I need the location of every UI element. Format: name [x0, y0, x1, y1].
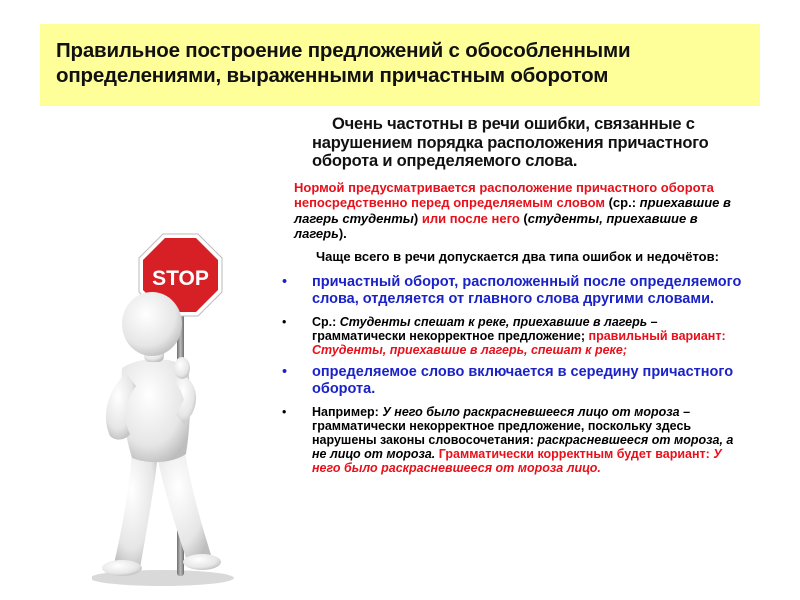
norm-example-1: приехавшие в лагерь студенты	[294, 195, 731, 226]
list-item	[278, 405, 748, 475]
often-paragraph	[278, 250, 748, 265]
often-text: Чаще всего в речи допускается два типа ошибок и недочётов:	[316, 248, 719, 264]
item4-text-3: – грамматически некорректное предложение, поскольку здесь нарушены законы словосочетания:	[312, 405, 692, 447]
slide-title	[56, 38, 744, 88]
stop-figure-svg	[92, 228, 262, 588]
item2-example: Студенты спешат к реке, приехавшие в лагерь	[339, 315, 648, 329]
norm-text-1: Нормой предусматривается расположение причастного оборота непосредственно перед определяемым словом	[294, 179, 714, 210]
lead-paragraph: Очень частотны в речи ошибки, связанные с нарушением порядка расположения причастного оборота и определяемого слова.	[312, 115, 709, 170]
norm-example-2: студенты, приехавшие в лагерь	[294, 210, 698, 241]
list-item	[278, 315, 748, 357]
title-line-2: определениями, выраженными причастным оборотом	[56, 64, 609, 87]
title-bar	[40, 24, 760, 106]
slide-content	[278, 115, 748, 482]
bullet-icon: •	[282, 315, 287, 329]
item2-text-3: – грамматически некорректное предложение;	[312, 315, 658, 343]
item4-correct-label: Грамматически корректным будет вариант:	[435, 447, 714, 461]
norm-text-4: )	[413, 210, 419, 226]
item4-collocation: раскрасневшееся от мороза, а не лицо от мороза.	[312, 433, 734, 461]
list-item	[278, 274, 748, 308]
list-item	[278, 364, 748, 398]
norm-text-5: или после него	[418, 210, 520, 226]
bullet-icon: •	[282, 405, 287, 419]
norm-paragraph	[278, 180, 748, 242]
item2-correct-label: правильный вариант:	[588, 329, 726, 343]
item1-text: причастный оборот, расположенный после определяемого слова, отделяется от главного слова другими словами.	[312, 274, 742, 307]
bullet-icon: •	[282, 274, 288, 290]
bullet-icon: •	[282, 364, 288, 380]
item4-correct-example: У него было раскрасневшееся от мороза лицо.	[312, 447, 722, 475]
stop-figure-illustration	[92, 228, 262, 588]
item4-text-1: Например:	[312, 405, 383, 419]
title-line-1: Правильное построение предложений с обособленными	[56, 39, 631, 62]
stop-sign-text: STOP	[152, 267, 209, 290]
item2-correct-example: Студенты, приехавшие в лагерь, спешат к реке;	[312, 343, 628, 357]
item3-text: определяемое слово включается в середину причастного оборота.	[312, 364, 734, 397]
norm-text-2: (ср.:	[604, 195, 640, 210]
norm-text-6: (	[519, 210, 528, 226]
item4-example: У него было раскрасневшееся лицо от мороза	[382, 405, 680, 419]
error-list	[278, 274, 748, 475]
item2-text-1: Ср.:	[312, 315, 340, 329]
white-figure	[102, 292, 221, 576]
norm-text-8: ).	[338, 226, 347, 241]
